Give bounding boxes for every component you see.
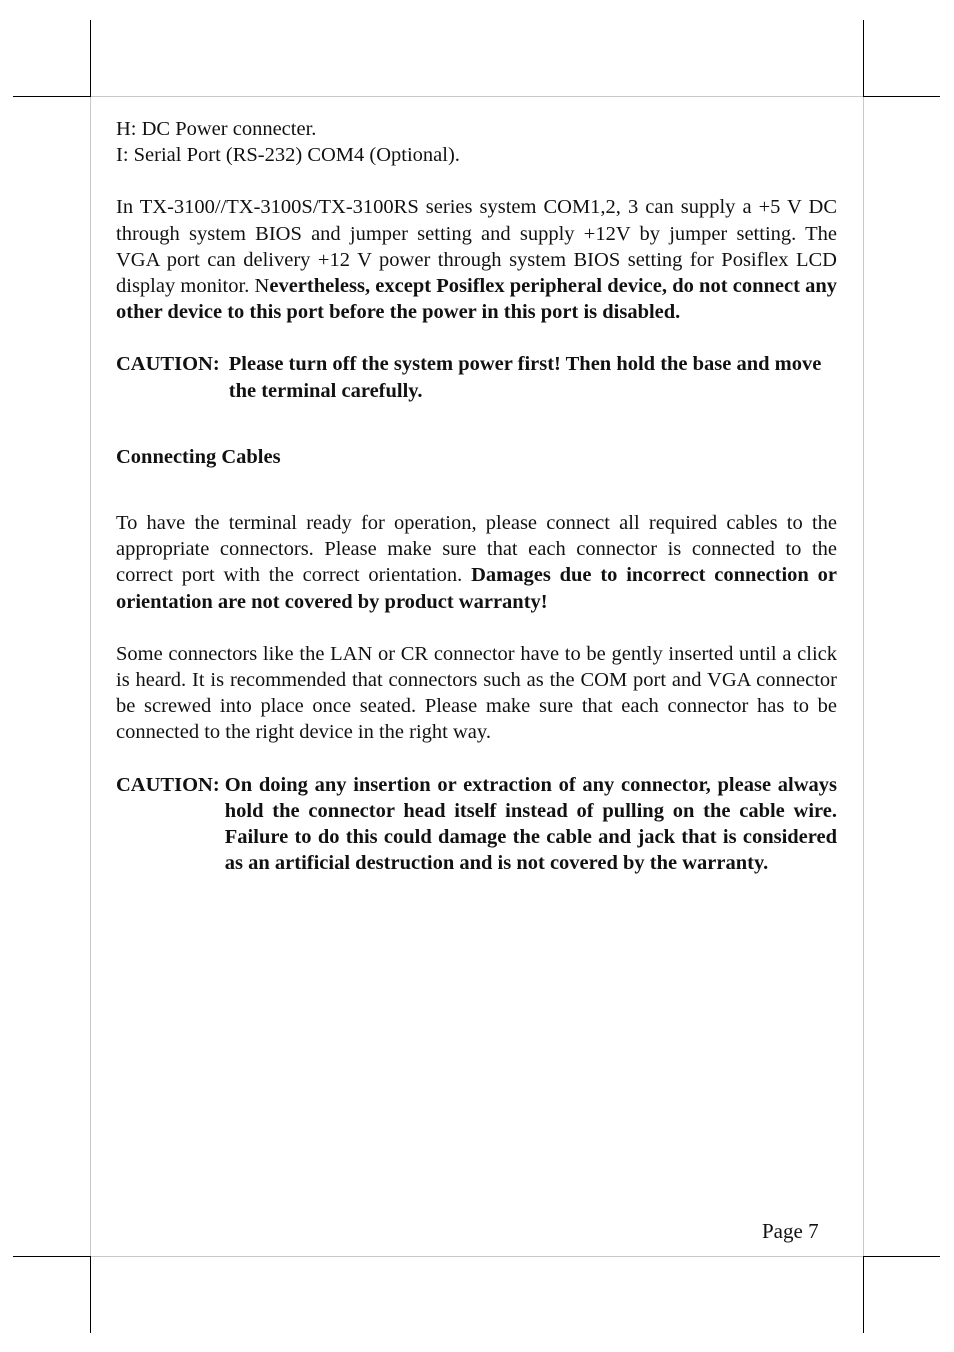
paragraph-power-supply (116, 194, 837, 325)
caution-label: CAUTION: (116, 773, 225, 796)
crop-mark-bottom-right-vertical (863, 1256, 864, 1333)
page-frame-top (91, 96, 863, 97)
paragraph-power-supply-text: In TX-3100//TX-3100S/TX-3100RS series system COM1,2, 3 can supply a +5 V DC through system BIOS and jumper setting and supply +12V by jumper setting. The VGA port can delivery +12 V power through system BIOS setting for Posiflex LCD display monitor. N (116, 196, 837, 298)
paragraph-connectors: Some connectors like the LAN or CR connector have to be gently inserted until a click is heard. It is recommended that connectors such as the COM port and VGA connector be screwed into place once seated. Please make sure that each connector has to be connected to the right device in the right way. (116, 642, 837, 744)
caution-power-off (116, 351, 837, 403)
page-frame-bottom (91, 1256, 863, 1257)
page-frame-right (863, 97, 864, 1256)
paragraph-connecting (116, 510, 837, 615)
paragraph-connecting-text: To have the terminal ready for operation, please connect all required cables to the appropriate connectors. Please make sure that each connector is connected to the correct port with the correct orientation. (116, 512, 837, 587)
caution-connector-handling (116, 772, 837, 877)
crop-mark-top-right-vertical (863, 20, 864, 97)
page-number: Page 7 (762, 1219, 819, 1243)
caution-text: Please turn off the system power first! Then hold the base and move the terminal carefully. (228, 353, 822, 402)
crop-mark-top-right-horizontal (863, 96, 940, 97)
page-content (116, 116, 837, 876)
crop-mark-bottom-right-horizontal (863, 1256, 940, 1257)
page-frame-left (90, 97, 91, 1256)
caution-label: CAUTION: (116, 353, 225, 376)
line-h-port: H: DC Power connecter. (116, 118, 317, 140)
section-heading: Connecting Cables (116, 445, 281, 468)
crop-mark-top-left-horizontal (13, 96, 91, 97)
caution-text: On doing any insertion or extraction of any connector, please always hold the connector head itself instead of pulling on the cable wire. Failure to do this could damage the cable and jack that is considered as an artificial destruction and is not covered by the warranty. (224, 773, 837, 875)
paragraph-power-supply-warning: evertheless, except Posiflex peripheral device, do not connect any other device to this port before the power in this port is disabled. (116, 275, 837, 324)
line-i-port: I: Serial Port (RS-232) COM4 (Optional). (116, 144, 460, 167)
paragraph-connecting-warranty: Damages due to incorrect connection or orientation are not covered by product warranty! (116, 564, 837, 613)
crop-mark-bottom-left-vertical (90, 1256, 91, 1333)
crop-mark-top-left-vertical (90, 20, 91, 97)
crop-mark-bottom-left-horizontal (13, 1256, 91, 1257)
